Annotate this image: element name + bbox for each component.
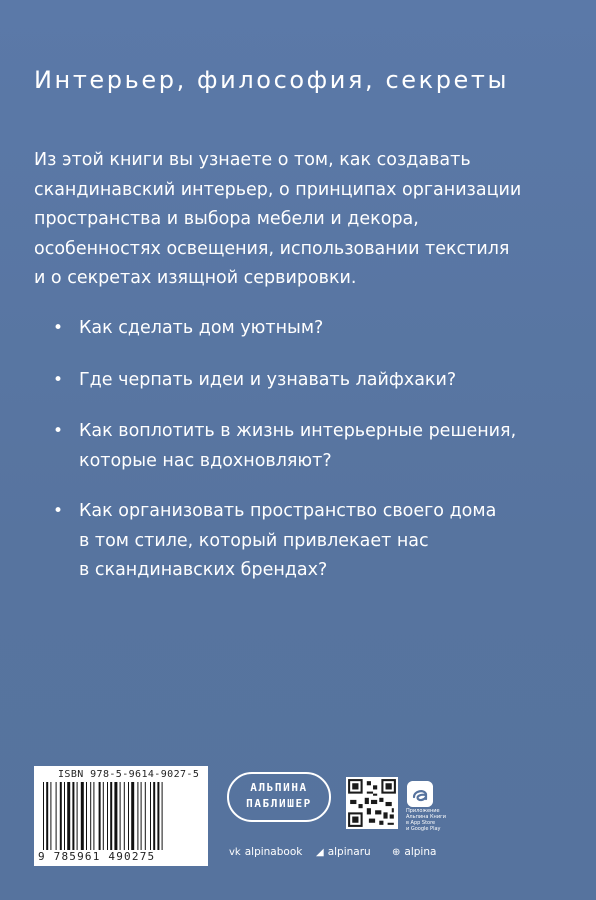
app-promo-line: и Google Play: [406, 826, 441, 832]
bullet-icon: •: [53, 370, 64, 390]
barcode-bar: [110, 782, 112, 850]
telegram-icon: ◢: [316, 847, 324, 858]
barcode-bar: [124, 782, 125, 850]
barcode-bar: [64, 782, 65, 850]
barcode-bar: [157, 782, 159, 850]
plus-icon: ⊕: [392, 847, 401, 858]
barcode-bar: [141, 782, 142, 850]
ean-number: 9 785961 490275: [38, 850, 156, 863]
app-promo-line: Приложение: [406, 808, 440, 814]
bullet-icon: •: [53, 501, 64, 521]
alpina-app-icon: [407, 781, 433, 807]
barcode-bar: [43, 782, 44, 850]
barcode-bar: [81, 782, 84, 850]
barcode-bar: [162, 782, 163, 850]
barcode-bar: [50, 782, 51, 850]
barcode-bar: [46, 782, 48, 850]
intro-line: пространства и выбора мебели и декора,: [34, 209, 419, 229]
barcode-bar: [67, 782, 70, 850]
barcode-bar: [90, 782, 91, 850]
barcode-bars-icon: [40, 782, 202, 850]
social-label: alpina: [404, 846, 437, 858]
question-line: которые нас вдохновляют?: [79, 450, 332, 471]
social-label: alpinaru: [327, 846, 371, 858]
vk-icon: vk: [229, 847, 241, 858]
question-line: Как сделать дом уютным?: [79, 318, 324, 338]
qr-code-icon: [346, 777, 398, 829]
social-alpina: [392, 846, 436, 858]
barcode-bar: [107, 782, 108, 850]
barcode-bar: [103, 782, 104, 850]
barcode-bar: [99, 782, 101, 850]
barcode-bar: [72, 782, 74, 850]
app-promo-line: Альпина Книги: [406, 814, 446, 820]
app-promo-text: [406, 808, 466, 832]
list-item: [34, 366, 456, 396]
list-item: [34, 417, 516, 476]
bullet-icon: •: [53, 318, 64, 338]
isbn-text: ISBN 978-5-9614-9027-5: [58, 769, 200, 780]
intro-line: скандинавский интерьер, о принципах организации: [34, 179, 522, 200]
intro-line: Из этой книги вы узнаете о том, как создавать: [34, 150, 471, 170]
publisher-logo: [227, 772, 331, 822]
intro-line: и о секретах изящной сервировки.: [34, 268, 357, 288]
barcode-bar: [131, 782, 134, 850]
social-vk: [229, 846, 302, 858]
barcode-bar: [56, 782, 57, 850]
barcode-bar: [77, 782, 78, 850]
bullet-icon: •: [53, 421, 64, 441]
barcode-bar: [128, 782, 129, 850]
question-list: [34, 314, 574, 580]
question-line: в скандинавских брендах?: [79, 560, 328, 580]
barcode-bar: [153, 782, 155, 850]
question-line: Как воплотить в жизнь интерьерные решения,: [79, 421, 517, 441]
barcode-bar: [93, 782, 94, 850]
social-label: alpinabook: [244, 846, 303, 858]
intro-paragraph: [34, 146, 574, 294]
list-item: [34, 314, 574, 344]
barcode-bar: [120, 782, 121, 850]
barcode-bar: [145, 782, 146, 850]
logo-line: ПАБЛИШЕР: [246, 797, 312, 810]
list-item: [34, 497, 496, 586]
logo-line: АЛЬПИНА: [250, 781, 308, 794]
question-line: Где черпать идеи и узнавать лайфхаки?: [79, 370, 457, 390]
question-line: Как организовать пространство своего дома: [79, 501, 497, 521]
barcode-bar: [86, 782, 87, 850]
social-telegram: [316, 846, 371, 858]
barcode-bar: [137, 782, 138, 850]
barcode-bar: [60, 782, 62, 850]
barcode-bar: [114, 782, 117, 850]
barcode: [34, 766, 208, 866]
tagline: Интерьер, философия, секреты: [34, 66, 510, 94]
app-promo-line: в App Store: [406, 820, 436, 826]
intro-line: особенностях освещения, использовании текстиля: [34, 238, 510, 259]
barcode-bar: [150, 782, 151, 850]
question-line: в том стиле, который привлекает нас: [79, 530, 429, 551]
